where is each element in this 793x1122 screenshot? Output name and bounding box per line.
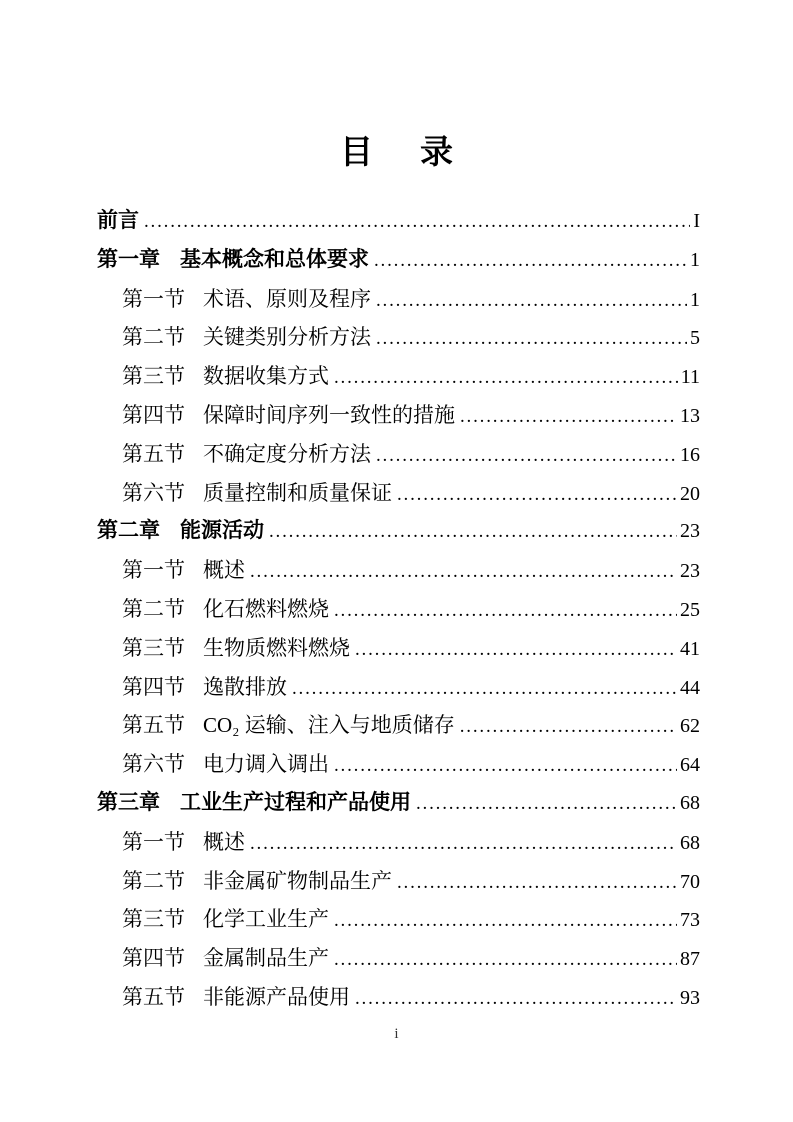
toc-entry-title: 质量控制和质量保证 (203, 480, 392, 505)
toc-entry-title: 电力调入调出 (203, 752, 329, 777)
toc-entry-title: 非金属矿物制品生产 (203, 868, 392, 893)
toc-entry-label: 第一节 (122, 829, 185, 854)
dot-leader (376, 320, 687, 359)
toc-entry-title: 概述 (203, 829, 245, 854)
toc-entry-label: 第二节 (122, 868, 185, 893)
toc-entry[interactable] (97, 551, 700, 590)
toc-entry-title: 化学工业生产 (203, 907, 329, 932)
toc-entry-title: 不确定度分析方法 (203, 441, 371, 466)
toc-entry-label: 前言 (97, 209, 139, 232)
toc-entry-title: 化石燃料燃烧 (203, 596, 329, 621)
toc-entry-title: 工业生产过程和产品使用 (180, 790, 411, 814)
toc-entry[interactable] (97, 900, 700, 939)
toc-entry-title: 保障时间序列一致性的措施 (203, 402, 455, 427)
toc-entry-title: 能源活动 (180, 519, 264, 543)
toc-entry-label: 第六节 (122, 480, 185, 505)
dot-leader (397, 476, 677, 515)
dot-leader (334, 359, 678, 398)
toc-entry-title: 基本概念和总体要求 (180, 247, 369, 271)
toc-entry-title: 生物质燃料燃烧 (203, 635, 350, 660)
toc-entry-page: 20 (680, 482, 700, 505)
dot-leader (397, 864, 677, 903)
toc-entry-label: 第三节 (122, 635, 185, 660)
dot-leader (355, 631, 677, 670)
toc-entry[interactable] (97, 706, 700, 745)
toc-entry-label: 第一章 (97, 247, 160, 271)
toc-entry-title: CO₂ 运输、注入与地质储存 (203, 713, 455, 738)
toc-entry[interactable] (97, 668, 700, 707)
toc-entry[interactable] (97, 396, 700, 435)
toc-entry-page: 5 (690, 327, 700, 350)
toc-entry[interactable] (97, 318, 700, 357)
toc-entry-page: 62 (680, 715, 700, 738)
toc-entry-label: 第四节 (122, 402, 185, 427)
toc-entry-title: 数据收集方式 (203, 364, 329, 389)
toc-entry-page: 13 (680, 404, 700, 427)
dot-leader (269, 513, 677, 552)
toc-entry[interactable] (97, 745, 700, 784)
toc-entry-label: 第二章 (97, 519, 160, 543)
toc-entry-title: 术语、原则及程序 (203, 286, 371, 311)
toc-entry[interactable] (97, 784, 700, 823)
dot-leader (355, 980, 677, 1019)
toc-entry-title: 非能源产品使用 (203, 984, 350, 1009)
page-number-footer: i (394, 1026, 399, 1042)
dot-leader (334, 747, 677, 786)
toc-entry-label: 第一节 (122, 286, 185, 311)
toc-entry-page: I (693, 210, 700, 232)
toc-entry-label: 第一节 (122, 558, 185, 583)
toc-entry-page: 44 (680, 676, 700, 699)
toc-entry-page: 68 (680, 831, 700, 854)
dot-leader (334, 592, 677, 631)
toc-entry-page: 93 (680, 986, 700, 1009)
toc-entry-page: 23 (680, 520, 700, 543)
toc-entry[interactable] (97, 202, 700, 241)
dot-leader (416, 785, 677, 824)
toc-entry-label: 第二节 (122, 596, 185, 621)
toc-entry-label: 第五节 (122, 713, 185, 738)
dot-leader (250, 553, 677, 592)
toc-entry[interactable] (97, 474, 700, 513)
toc-entry-page: 68 (680, 791, 700, 814)
toc-entry-label: 第五节 (122, 984, 185, 1009)
dot-leader (144, 203, 690, 242)
toc-entry-page: 41 (680, 637, 700, 660)
toc-entry-label: 第三节 (122, 364, 185, 389)
toc-entry-page: 70 (680, 870, 700, 893)
toc-entry-title: 概述 (203, 558, 245, 583)
toc-entry[interactable] (97, 280, 700, 319)
toc-entry[interactable] (97, 241, 700, 280)
toc-entry-page: 73 (680, 909, 700, 932)
toc-entry-page: 1 (690, 288, 700, 311)
toc-entry[interactable] (97, 435, 700, 474)
dot-leader (460, 708, 677, 747)
toc-entry-label: 第四节 (122, 946, 185, 971)
toc-entry-title: 关键类别分析方法 (203, 325, 371, 350)
toc-entry[interactable] (97, 823, 700, 862)
toc-entry[interactable] (97, 590, 700, 629)
toc-entry-page: 64 (680, 754, 700, 777)
toc-entry[interactable] (97, 512, 700, 551)
toc-entry-page: 23 (680, 560, 700, 583)
toc-entry-page: 16 (680, 443, 700, 466)
toc-entry[interactable] (97, 357, 700, 396)
toc-entry-label: 第六节 (122, 752, 185, 777)
toc-entry-page: 1 (690, 248, 700, 271)
toc-entry-page: 11 (680, 366, 700, 389)
dot-leader (460, 398, 677, 437)
toc-entry[interactable] (97, 862, 700, 901)
dot-leader (250, 825, 677, 864)
dot-leader (376, 282, 687, 321)
toc-entry-label: 第五节 (122, 441, 185, 466)
dot-leader (292, 670, 677, 709)
dot-leader (334, 902, 677, 941)
dot-leader (376, 437, 677, 476)
toc-entry[interactable] (97, 629, 700, 668)
toc-entry-page: 25 (680, 598, 700, 621)
dot-leader (374, 242, 687, 281)
toc-entry-label: 第三节 (122, 907, 185, 932)
dot-leader (334, 941, 677, 980)
toc-entry-label: 第四节 (122, 674, 185, 699)
toc-entry-label: 第三章 (97, 790, 160, 814)
page-title: 目 录 (340, 133, 460, 170)
toc-list (97, 202, 700, 1017)
toc-entry[interactable] (97, 939, 700, 978)
toc-entry-title: 逸散排放 (203, 674, 287, 699)
toc-entry[interactable] (97, 978, 700, 1017)
toc-entry-title: 金属制品生产 (203, 946, 329, 971)
toc-entry-label: 第二节 (122, 325, 185, 350)
toc-entry-page: 87 (680, 948, 700, 971)
